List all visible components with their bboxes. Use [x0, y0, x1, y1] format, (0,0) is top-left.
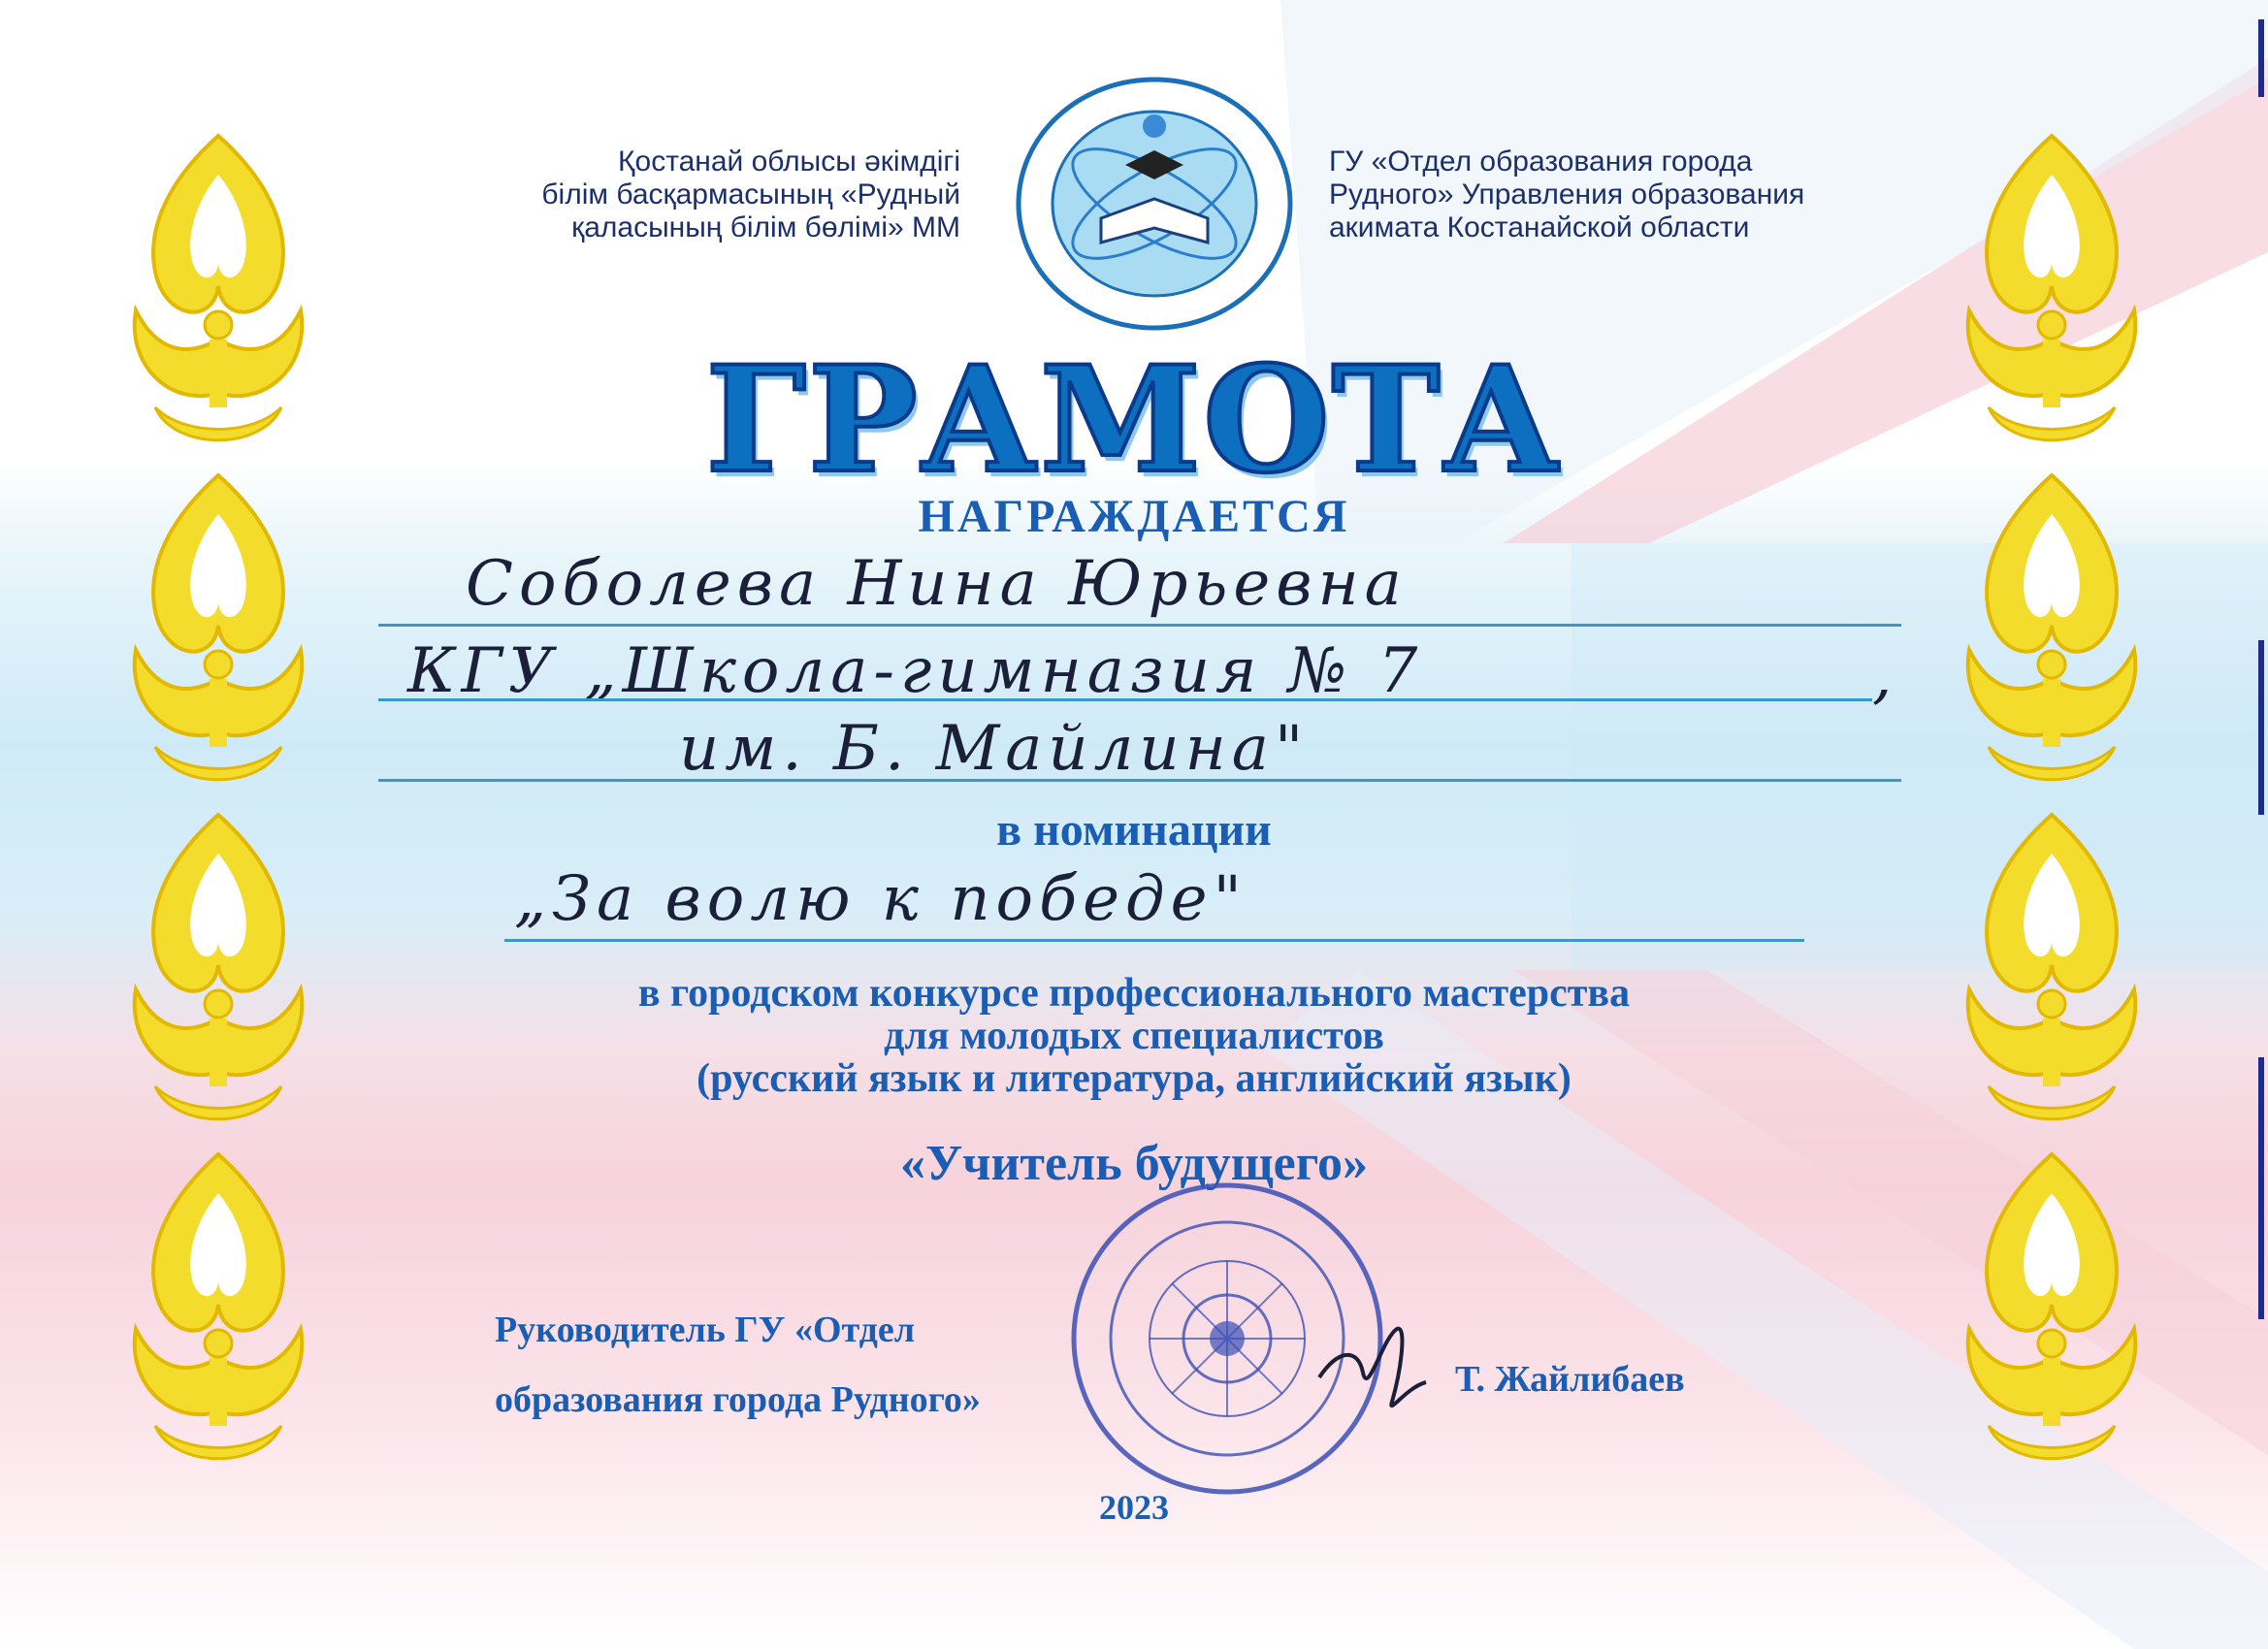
contest-line: (русский язык и литература, английский язык) [697, 1056, 1571, 1101]
nomination-value: „За волю к победе" [514, 863, 1247, 935]
header-right-line: Рудного» Управления образования [1329, 178, 1805, 210]
education-emblem-icon [1009, 73, 1300, 335]
awarded-label: НАГРАЖДАЕТСЯ [918, 491, 1350, 542]
scan-edge-mark [2258, 1057, 2264, 1319]
header-kazakh-org [446, 146, 960, 244]
recipient-name: Соболева Нина Юрьевна [466, 548, 1408, 620]
header-left-line: қаласының білім бөлімі» ММ [571, 211, 960, 243]
signer-title-line: образования города Рудного» [495, 1379, 981, 1420]
contest-description [0, 972, 2268, 1100]
header-right-line: акимата Костанайской области [1329, 211, 1750, 243]
school-comma: , [1872, 640, 1898, 712]
school-line-rule-1 [378, 698, 1872, 701]
header-left-line: білім басқармасының «Рудный [541, 178, 960, 210]
signer-title [495, 1295, 1077, 1435]
scan-edge-mark [2258, 19, 2264, 97]
header-right-line: ГУ «Отдел образования города [1329, 146, 1753, 178]
contest-name: «Учитель будущего» [899, 1136, 1369, 1191]
contest-line: в городском конкурсе профессионального мастерства [637, 971, 1631, 1016]
school-line-1: КГУ „Школа-гимназия № 7 [407, 635, 1424, 707]
certificate-year: 2023 [1099, 1488, 1169, 1527]
header-russian-org [1329, 146, 1911, 244]
scan-edge-mark [2258, 640, 2264, 815]
contest-line: для молодых специалистов [884, 1014, 1384, 1058]
school-line-2: им. Б. Майлина" [679, 713, 1310, 785]
signer-title-line: Руководитель ГУ «Отдел [495, 1310, 916, 1350]
signer-name: Т. Жайлибаев [1455, 1359, 1685, 1400]
certificate-title: ГРАМОТА [705, 335, 1563, 505]
nomination-label: в номинации [996, 804, 1272, 856]
name-line [378, 624, 1901, 627]
signature-mark [1310, 1310, 1455, 1426]
header-left-line: Қостанай облысы әкімдігі [618, 146, 960, 178]
nomination-line [504, 939, 1804, 942]
school-line-rule-2 [378, 779, 1901, 782]
